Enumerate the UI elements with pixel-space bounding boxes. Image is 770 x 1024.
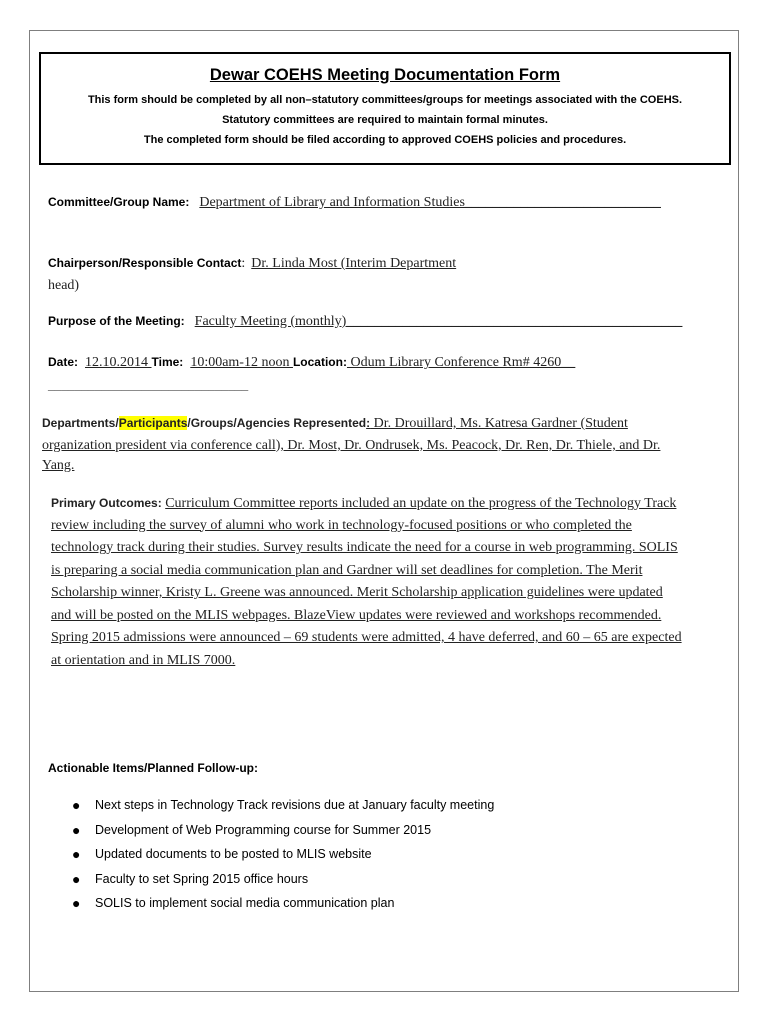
outcomes-line-1	[51, 492, 682, 515]
date-label: Date:	[48, 355, 79, 369]
committee-row	[48, 193, 661, 211]
outcomes-text-3: technology track during their studies. Survey results indicate the need for a course in web programming. SOLIS	[51, 540, 678, 555]
time-label: Time:	[151, 355, 184, 369]
outcomes-text-4: is preparing a social media communication plan and Gardner will set deadlines for completion. The Merit	[51, 562, 643, 578]
action-item-4: Faculty to set Spring 2015 office hours	[95, 871, 309, 886]
outcomes-block	[51, 492, 682, 672]
action-item-5: SOLIS to implement social media communication plan	[95, 896, 395, 910]
date-value: 12.10.2014	[85, 355, 152, 370]
departments-label-after: /Groups/Agencies Represented	[187, 416, 367, 430]
trailing-rule: ______________________________	[48, 378, 249, 392]
bullet-icon: ●	[72, 797, 81, 813]
location-value: Odum Library Conference Rm# 4260__	[346, 355, 576, 370]
actions-list	[72, 793, 494, 916]
departments-value-1: Dr. Drouillard, Ms. Katresa Gardner (Student	[370, 416, 628, 431]
bullet-icon: ●	[72, 895, 81, 911]
intro-line-1: This form should be completed by all non–statutory committees/groups for meetings associated with the COEHS.	[87, 94, 683, 106]
outcomes-text-1: Curriculum Committee reports included an update on the progress of the Technology Track	[165, 496, 677, 511]
departments-value-3: Yang.	[42, 457, 75, 473]
intro-line-3: The completed form should be filed according to approved COEHS policies and procedures.	[143, 134, 627, 146]
chair-label: Chairperson/Responsible Contact	[48, 256, 242, 270]
date-row	[48, 353, 575, 371]
list-item	[72, 818, 494, 843]
departments-cont	[42, 435, 660, 477]
outcomes-text-6: and will be posted on the MLIS webpages. BlazeView updates were reviewed and workshops recommended.	[51, 607, 662, 623]
action-item-3: Updated documents to be posted to MLIS website	[95, 847, 372, 861]
outcomes-text-5: Scholarship winner, Kristy L. Greene was announced. Merit Scholarship application guidelines were updated	[51, 585, 663, 600]
list-item	[72, 867, 494, 892]
chair-value-cont: head)	[48, 278, 80, 293]
departments-line-1	[42, 412, 628, 435]
outcomes-text-7: Spring 2015 admissions were announced – 69 students were admitted, 4 have deferred, and 60 – 65 are expected	[51, 630, 682, 645]
committee-label: Committee/Group Name:	[48, 195, 190, 209]
trailing-rule-row	[48, 376, 248, 394]
time-value: 10:00am-12 noon	[190, 355, 293, 370]
form-title: Dewar COEHS Meeting Documentation Form	[209, 66, 561, 84]
departments-block	[42, 412, 628, 435]
purpose-label: Purpose of the Meeting:	[48, 314, 185, 328]
intro-line-2: Statutory committees are required to maintain formal minutes.	[222, 114, 548, 126]
form-header	[39, 52, 731, 165]
departments-colon: :	[366, 416, 371, 430]
location-label: Location:	[292, 355, 347, 369]
bullet-icon: ●	[72, 846, 81, 862]
chair-colon: :	[241, 256, 246, 271]
departments-value-2: organization president via conference call), Dr. Most, Dr. Ondrusek, Ms. Peacock, Dr. Ren, Dr. Thiele, and Dr.	[42, 438, 661, 453]
list-item	[72, 842, 494, 867]
chair-row	[48, 254, 456, 272]
action-item-2: Development of Web Programming course for Summer 2015	[95, 822, 432, 837]
outcomes-text-2: review including the survey of alumni who work in technology-focused positions or who completed the	[51, 517, 632, 533]
purpose-value: Faculty Meeting (monthly)________________________________________________	[194, 314, 683, 329]
chair-row-cont	[48, 276, 79, 294]
list-item	[72, 891, 494, 916]
departments-label-highlight: Participants	[118, 416, 188, 430]
bullet-icon: ●	[72, 821, 81, 838]
purpose-row	[48, 312, 682, 330]
outcomes-label: Primary Outcomes:	[51, 496, 162, 510]
actions-row	[48, 759, 258, 777]
actions-label: Actionable Items/Planned Follow-up:	[48, 761, 259, 775]
committee-value: Department of Library and Information Studies____________________________	[199, 195, 661, 210]
list-item	[72, 793, 494, 818]
chair-value: Dr. Linda Most (Interim Department	[251, 256, 457, 271]
outcomes-text-8: at orientation and in MLIS 7000.	[51, 652, 236, 668]
action-item-1: Next steps in Technology Track revisions due at January faculty meeting	[95, 798, 495, 812]
departments-label-before: Departments/	[42, 416, 119, 430]
bullet-icon: ●	[72, 870, 81, 887]
